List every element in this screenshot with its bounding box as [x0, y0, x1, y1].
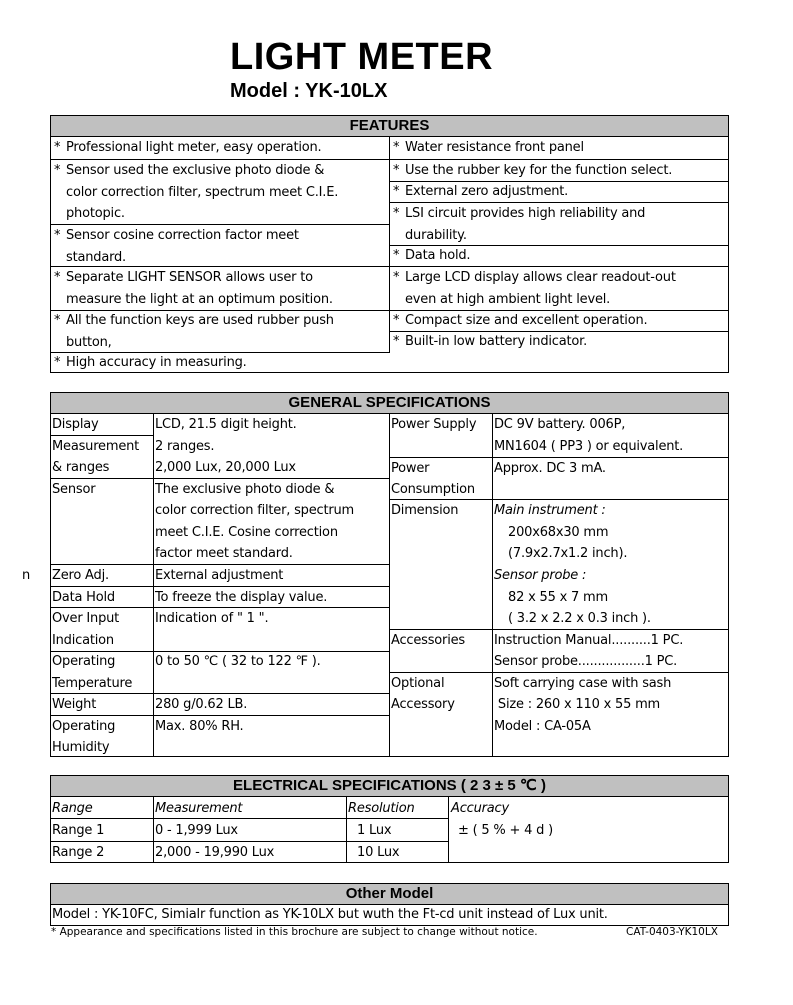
dimension-probe-mm: 82 x 55 x 7 mm: [508, 590, 608, 605]
feature-left-2: * Sensor used the exclusive photo diode &: [52, 160, 324, 182]
dimension-main-mm: 200x68x30 mm: [508, 525, 609, 540]
range1-measurement: 0 - 1,999 Lux: [155, 823, 238, 838]
feature-left-4-line-2: measure the light at an optimum position.: [66, 291, 333, 307]
feature-left-2-line-2: color correction filter, spectrum meet C.I.E.: [66, 184, 339, 200]
display-value: LCD, 21.5 digit height.: [155, 417, 297, 432]
humidity-label-2: Humidity: [52, 740, 110, 755]
range2-measurement: 2,000 - 19,990 Lux: [155, 845, 275, 860]
display-label: Display: [52, 417, 99, 432]
consumption-value: Approx. DC 3 mA.: [494, 461, 606, 476]
feature-left-5-line-2: button,: [66, 334, 112, 350]
margin-mark: n: [22, 568, 31, 583]
feature-right-6: * Large LCD display allows clear readout-out: [391, 267, 676, 289]
measurement-value-2: 2,000 Lux, 20,000 Lux: [155, 460, 296, 475]
consumption-label: Power: [391, 461, 430, 476]
optional-model: Model : CA-05A: [494, 719, 591, 734]
power-supply-label: Power Supply: [391, 417, 477, 432]
temperature-label: Operating: [52, 654, 116, 669]
accessories-manual: Instruction Manual..........1 PC.: [494, 633, 684, 648]
range2-resolution: 10 Lux: [357, 845, 400, 860]
feature-right-4: * LSI circuit provides high reliability and: [391, 203, 645, 225]
accessories-probe: Sensor probe.................1 PC.: [494, 654, 678, 669]
feature-left-3: * Sensor cosine correction factor meet: [52, 225, 299, 247]
feature-left-5: * All the function keys are used rubber push: [52, 310, 334, 332]
other-model-header: Other Model: [50, 883, 729, 905]
col-accuracy: Accuracy: [451, 801, 509, 816]
feature-left-4: * Separate LIGHT SENSOR allows user to: [52, 267, 313, 289]
over-input-value: Indication of " 1 ".: [155, 611, 269, 626]
range1-resolution: 1 Lux: [357, 823, 392, 838]
feature-left-6: * High accuracy in measuring.: [52, 352, 247, 374]
data-hold-label: Data Hold: [52, 590, 115, 605]
feature-right-7: * Compact size and excellent operation.: [391, 310, 647, 332]
feature-right-4-line-2: durability.: [405, 227, 467, 243]
data-hold-value: To freeze the display value.: [155, 590, 328, 605]
measurement-value: 2 ranges.: [155, 439, 215, 454]
accessories-label: Accessories: [391, 633, 465, 648]
measurement-label-2: & ranges: [52, 460, 110, 475]
model-subtitle: Model : YK-10LX: [230, 80, 388, 102]
dimension-probe-inch: ( 3.2 x 2.2 x 0.3 inch ).: [508, 611, 651, 626]
dimension-label: Dimension: [391, 503, 459, 518]
catalog-number: CAT-0403-YK10LX: [626, 926, 718, 938]
power-supply-value: DC 9V battery. 006P,: [494, 417, 626, 432]
features-header: FEATURES: [50, 115, 729, 137]
over-input-label: Over Input: [52, 611, 120, 626]
optional-label-2: Accessory: [391, 697, 455, 712]
feature-right-6-line-2: even at high ambient light level.: [405, 291, 611, 307]
optional-size: Size : 260 x 110 x 55 mm: [494, 697, 661, 712]
humidity-label: Operating: [52, 719, 116, 734]
col-range: Range: [52, 801, 93, 816]
feature-right-3: * External zero adjustment.: [391, 181, 568, 203]
feature-right-5: * Data hold.: [391, 245, 470, 267]
feature-left-3-line-2: standard.: [66, 249, 126, 265]
sensor-value-2: color correction filter, spectrum: [155, 503, 355, 518]
feature-left-1: * Professional light meter, easy operation.: [52, 137, 321, 159]
feature-left-2-line-3: photopic.: [66, 206, 125, 221]
weight-value: 280 g/0.62 LB.: [155, 697, 248, 712]
electrical-specs-header: ELECTRICAL SPECIFICATIONS ( 2 3 ± 5 ℃ ): [50, 775, 729, 797]
page-title: LIGHT METER: [230, 36, 494, 78]
range1-name: Range 1: [52, 823, 105, 838]
sensor-value-3: meet C.I.E. Cosine correction: [155, 525, 338, 540]
temperature-label-2: Temperature: [52, 676, 133, 691]
measurement-label: Measurement: [52, 439, 140, 454]
zero-adj-label: Zero Adj.: [52, 568, 109, 583]
weight-label: Weight: [52, 697, 97, 712]
feature-right-2: * Use the rubber key for the function select.: [391, 160, 672, 182]
over-input-label-2: Indication: [52, 633, 114, 648]
feature-right-8: * Built-in low battery indicator.: [391, 331, 587, 353]
footnote: * Appearance and specifications listed in this brochure are subject to change without notice.: [51, 926, 538, 938]
optional-case: Soft carrying case with sash: [494, 676, 672, 691]
general-specs-header: GENERAL SPECIFICATIONS: [50, 392, 729, 414]
humidity-value: Max. 80% RH.: [155, 719, 244, 734]
dimension-main-label: Main instrument :: [494, 503, 606, 518]
range2-name: Range 2: [52, 845, 105, 860]
dimension-probe-label: Sensor probe :: [494, 568, 587, 583]
col-resolution: Resolution: [348, 801, 415, 816]
accuracy-value: ± ( 5 % + 4 d ): [458, 823, 554, 838]
col-measurement: Measurement: [155, 801, 243, 816]
feature-right-1: * Water resistance front panel: [391, 137, 584, 159]
sensor-label: Sensor: [52, 482, 96, 497]
power-supply-value-2: MN1604 ( PP3 ) or equivalent.: [494, 439, 684, 454]
consumption-label-2: Consumption: [391, 482, 475, 497]
optional-label: Optional: [391, 676, 445, 691]
sensor-value-1: The exclusive photo diode &: [155, 482, 335, 497]
dimension-main-inch: (7.9x2.7x1.2 inch).: [508, 546, 628, 561]
temperature-value: 0 to 50 ℃ ( 32 to 122 ℉ ).: [155, 654, 321, 669]
sensor-value-4: factor meet standard.: [155, 546, 293, 561]
zero-adj-value: External adjustment: [155, 568, 284, 583]
other-model-text: Model : YK-10FC, Simialr function as YK-10LX but wuth the Ft-cd unit instead of Lux unit.: [52, 907, 608, 922]
